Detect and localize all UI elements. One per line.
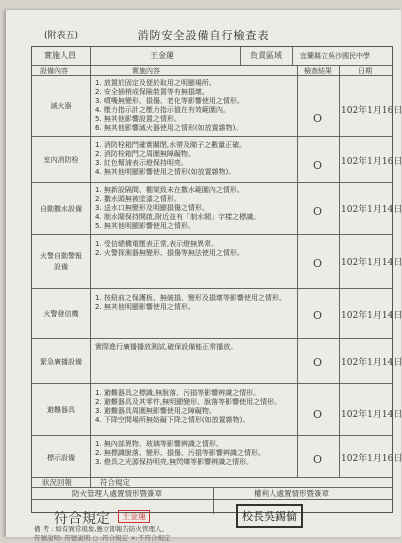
row-line: 1. 避難器具之標識,無脫落、污損等影響辨識之情形。 — [95, 389, 261, 397]
row-result: O — [313, 205, 323, 218]
row-line: 5. 無其他影響設置之情形。 — [95, 115, 181, 123]
row-device: 室內消防栓 — [43, 156, 79, 164]
area-label: 負責區域 — [250, 51, 282, 60]
info-row — [32, 47, 392, 65]
col-content: 實施內容 — [132, 67, 160, 75]
row-line: 1. 按鈕前之保護板、無破損、變形及損壞等影響使用之情形。 — [95, 294, 286, 302]
row-date: 102年1月14日 — [341, 311, 402, 321]
fire-manager-signature-header: 防火管理人處置情形暨簽章 — [72, 489, 162, 498]
row-line: 實際進行廣播播放測試,確保設備能正常播放。 — [95, 343, 238, 351]
inspection-table — [31, 46, 402, 513]
row-hydrant — [32, 136, 402, 183]
row-date: 102年1月14日 — [341, 410, 402, 420]
inspector-label: 實施人員 — [44, 51, 76, 60]
row-line: 1. 消防栓箱門確實關閉,水帶及瞄子之數量正確。 — [95, 141, 247, 149]
row-date: 102年1月14日 — [341, 258, 402, 268]
form-title: 消防安全設備自行檢查表 — [137, 29, 270, 42]
row-line: 3. 噴嘴無變形、損傷、老化等影響使用之情形。 — [95, 97, 244, 105]
col-item: 設備內容 — [40, 67, 68, 75]
inspector-name: 王金蓮 — [150, 51, 174, 60]
row-result: O — [313, 309, 323, 322]
area-value: 宜蘭縣立吳沙國民中學 — [300, 52, 370, 60]
status-label: 狀況回報 — [42, 478, 72, 487]
row-line: 4. 下降空間場所無妨礙下降之情形(如放置雜物)。 — [95, 416, 250, 424]
fire-manager-stamp: 王金蓮 — [118, 510, 150, 523]
row-device: 火警自動警報設備 — [40, 252, 82, 271]
row-line: 3. 紅色幫浦表示燈保持明亮。 — [95, 159, 188, 167]
row-device: 自動撒水設備 — [40, 205, 82, 213]
row-result: O — [313, 408, 323, 421]
owner-signature-header: 權利人處置情形暨簽章 — [254, 489, 329, 498]
row-date: 102年1月14日 — [341, 205, 402, 215]
row-line: 2. 消防栓箱門之周圍無障礙物。 — [95, 150, 195, 158]
col-result: 檢查結果 — [304, 67, 332, 75]
row-line: 1. 受信總機電壓表正常,表示燈無異常。 — [95, 240, 219, 248]
row-line: 1. 放置於固定及便於取用之明顯場所。 — [95, 79, 216, 87]
row-line: 1. 無新設隔間、棚架致未在撒水範圍內之情形。 — [95, 186, 244, 194]
row-device: 避難器具 — [47, 406, 75, 414]
col-date: 日期 — [358, 67, 372, 75]
row-sprinkler — [32, 182, 402, 235]
row-result: O — [313, 159, 323, 172]
row-result: O — [313, 112, 323, 125]
row-result: O — [313, 453, 323, 466]
row-line: 2. 撒水頭無被塗漆之情形。 — [95, 195, 181, 203]
row-device: 火警發信機 — [43, 310, 79, 318]
inspection-sheet — [6, 10, 402, 542]
row-line: 4. 無其他明顯影響使用之情形(如放置雜物)。 — [95, 168, 236, 176]
row-device: 滅火器 — [50, 102, 72, 110]
row-result: O — [313, 356, 323, 369]
row-line: 5. 無其他明顯影響使用之情形。 — [95, 222, 195, 230]
row-date: 102年1月16日 — [341, 106, 402, 116]
row-line: 4. 制水閥保持開啟,附近並有「制水閥」字樣之標識。 — [95, 213, 261, 221]
row-line: 6. 無其他影響滅火器使用之情形(如放置雜物)。 — [95, 124, 243, 132]
row-device: 緊急廣播設備 — [40, 358, 82, 366]
row-extinguisher — [32, 75, 402, 137]
row-line: 1. 無內部異物、玻璃等影響辨識之情形。 — [95, 440, 223, 448]
row-line: 2. 無其他明顯影響使用之情形。 — [95, 303, 195, 311]
status-value: 符合規定 — [100, 478, 130, 487]
row-result: O — [313, 257, 323, 270]
row-signage — [32, 435, 402, 478]
row-line: 2. 避難器具及其零件,無明顯變形、脫落等影響使用之情形。 — [95, 398, 282, 406]
row-line: 2. 火警探測器無變形、損傷等無法使用之情形。 — [95, 249, 244, 257]
row-line: 4. 壓力指示計之壓力指示值在有效範圍內。 — [95, 106, 230, 114]
row-date: 102年1月16日 — [341, 157, 402, 167]
row-broadcast — [32, 338, 402, 384]
row-line: 3. 燈具之光源保持明亮,無閃爍等影響辨識之情形。 — [95, 458, 254, 466]
fire-manager-handwriting: 符合規定 — [54, 511, 110, 527]
row-alarm-button — [32, 288, 402, 339]
symbol-legend: 符號說明: 符號說明 ○ :符合規定 ×:不符合規定 — [34, 534, 171, 542]
appendix-tag: (附表五) — [44, 31, 79, 41]
row-line: 3. 避難器具周圍無影響使用之障礙物。 — [95, 407, 216, 415]
row-device: 標示設備 — [47, 454, 75, 462]
row-date: 102年1月16日 — [341, 454, 402, 464]
row-fire-alarm — [32, 234, 402, 289]
row-line: 2. 安全插梢或保險裝置等有無損壞。 — [95, 88, 209, 96]
principal-seal: 校長吳錫倫 — [236, 504, 303, 528]
footer-note: 備 考 : 如有異常現象,應立即報告防火管理人。 — [34, 525, 168, 533]
row-evacuation — [32, 383, 402, 436]
row-line: 2. 無標識脫落、變形、損傷、污損等影響辨識之情形。 — [95, 449, 265, 457]
row-date: 102年1月14日 — [341, 358, 402, 368]
row-line: 3. 送水口無變形及明顯損傷之情形。 — [95, 204, 209, 212]
